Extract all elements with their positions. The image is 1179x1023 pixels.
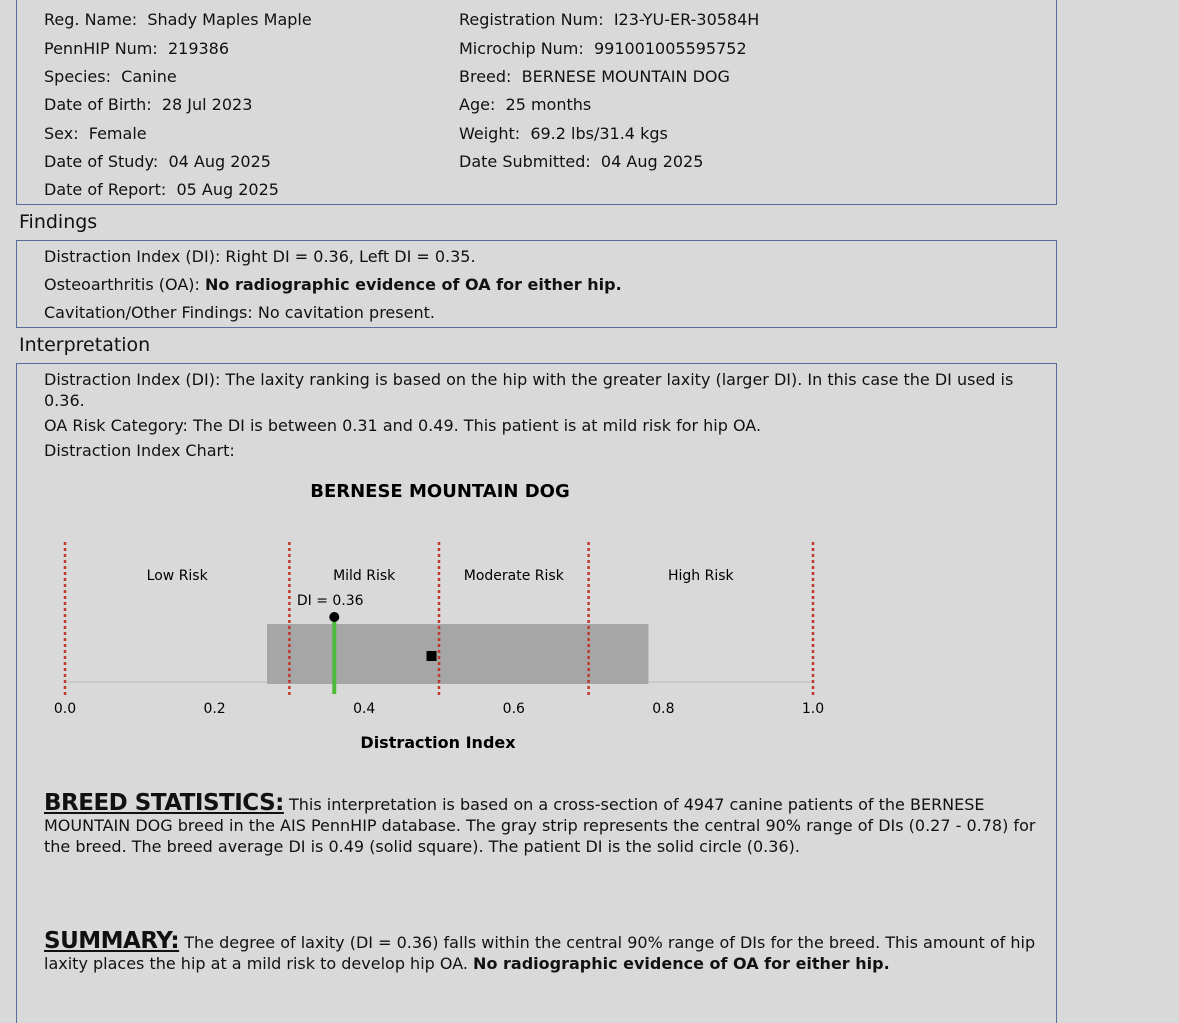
findings-cavitation-line: Cavitation/Other Findings: No cavitation present. — [44, 303, 435, 322]
x-tick-label: 0.8 — [652, 701, 675, 717]
date-submitted-field: Date Submitted: 04 Aug 2025 — [459, 152, 704, 171]
species-field: Species: Canine — [44, 67, 177, 86]
chart-title: BERNESE MOUNTAIN DOG — [310, 481, 570, 502]
findings-title: Findings — [19, 211, 98, 233]
breed-statistics-heading: BREED STATISTICS: — [44, 790, 284, 816]
chart-xlabel: Distraction Index — [360, 733, 516, 752]
interp-di-text: Distraction Index (DI): The laxity ranking is based on the hip with the greater laxity (larger DI). In this case the DI used is 0.36. — [44, 370, 1014, 410]
distraction-index-chart — [0, 470, 1000, 760]
breed-statistics-paragraph: BREED STATISTICS: This interpretation is based on a cross-section of 4947 canine patients of the BERNESE MOUNTAIN DOG breed in the AIS PennHIP database. The gray strip represents the central 90% range of DIs (0.27 - 0.78) for the breed. The breed average DI is 0.49 (solid square). The patient DI is the solid circle (0.36). — [44, 790, 1036, 856]
breed-range-strip — [267, 624, 648, 684]
interpretation-title: Interpretation — [19, 334, 151, 356]
interp-chart-label: Distraction Index Chart: — [44, 441, 235, 460]
date-of-report-field: Date of Report: 05 Aug 2025 — [44, 180, 279, 199]
registration-num-field: Registration Num: I23-YU-ER-30584H — [459, 10, 760, 29]
pennhip-num-field: PennHIP Num: 219386 — [44, 39, 230, 58]
findings-oa-line: Osteoarthritis (OA): No radiographic evidence of OA for either hip. — [44, 275, 622, 294]
x-tick-label: 0.4 — [353, 701, 376, 717]
sex-field: Sex: Female — [44, 124, 147, 143]
patient-di-marker — [329, 612, 339, 622]
breed-average-marker — [427, 651, 437, 661]
summary-paragraph: SUMMARY: The degree of laxity (DI = 0.36) falls within the central 90% range of DIs for the breed. This amount of hip laxity places the hip at a mild risk to develop hip OA. No radiographic evidence of OA for either hip. — [44, 928, 1036, 973]
weight-field: Weight: 69.2 lbs/31.4 kgs — [459, 124, 668, 143]
date-of-study-field: Date of Study: 04 Aug 2025 — [44, 152, 271, 171]
x-tick-label: 0.6 — [502, 701, 525, 717]
risk-zone-label: Low Risk — [146, 568, 208, 584]
x-tick-label: 0.2 — [203, 701, 226, 717]
risk-zone-label: Mild Risk — [333, 568, 396, 584]
summary-heading: SUMMARY: — [44, 928, 180, 954]
interp-risk-text: OA Risk Category: The DI is between 0.31 and 0.49. This patient is at mild risk for hip OA. — [44, 416, 762, 435]
reg-name-field: Reg. Name: Shady Maples Maple — [44, 10, 312, 29]
age-field: Age: 25 months — [459, 95, 592, 114]
date-of-birth-field: Date of Birth: 28 Jul 2023 — [44, 95, 253, 114]
risk-zone-label: High Risk — [667, 568, 734, 584]
findings-di-line: Distraction Index (DI): Right DI = 0.36, Left DI = 0.35. — [44, 247, 476, 266]
x-tick-label: 1.0 — [801, 701, 825, 717]
microchip-num-field: Microchip Num: 991001005595752 — [459, 39, 747, 58]
patient-di-label: DI = 0.36 — [296, 593, 364, 609]
x-tick-label: 0.0 — [53, 701, 77, 717]
breed-field: Breed: BERNESE MOUNTAIN DOG — [459, 67, 730, 86]
risk-zone-label: Moderate Risk — [463, 568, 564, 584]
